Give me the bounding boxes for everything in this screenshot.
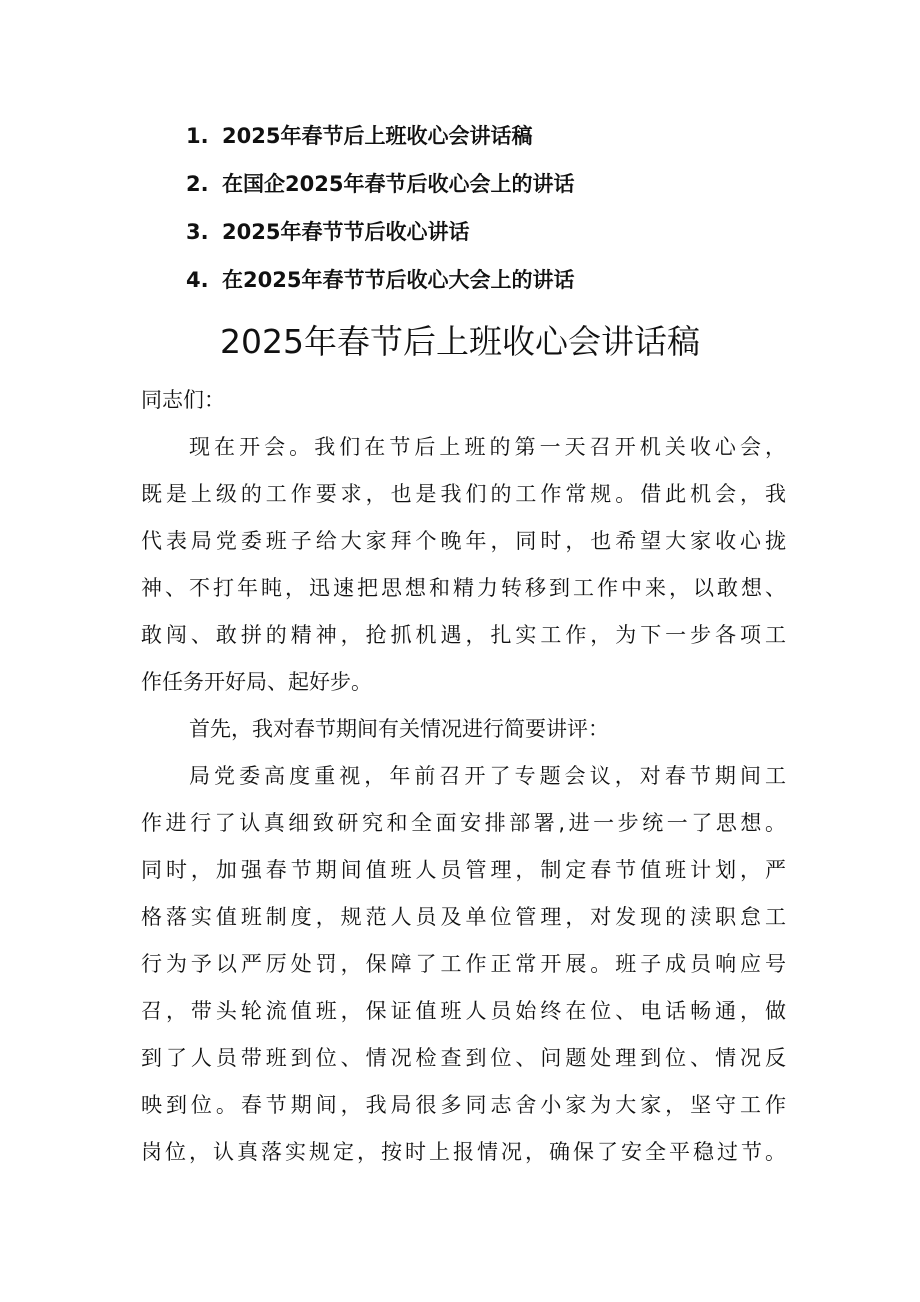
toc-item — [186, 256, 574, 304]
salutation: 同志们： — [141, 388, 225, 412]
text-line: 既是上级的工作要求，也是我们的工作常规。借此机会，我 — [141, 482, 786, 506]
text-line: 格落实值班制度，规范人员及单位管理，对发现的渎职怠工 — [141, 905, 786, 929]
text-line: 作进行了认真细致研究和全面安排部署,进一步统一了思想。 — [141, 811, 786, 835]
document-title: 2025年春节后上班收心会讲话稿 — [220, 322, 700, 361]
text-line: 首先，我对春节期间有关情况进行简要讲评： — [189, 717, 609, 741]
toc-item-text: 2025年春节节后收心讲话 — [222, 220, 470, 244]
toc-item — [186, 160, 574, 208]
text-line: 岗位，认真落实规定，按时上报情况，确保了安全平稳过节。 — [141, 1140, 786, 1164]
toc-item-number: 1. — [186, 124, 209, 148]
toc-item-number: 3. — [186, 220, 209, 244]
text-line: 敢闯、敢拼的精神，抢抓机遇，扎实工作，为下一步各项工 — [141, 623, 786, 647]
toc-item-text: 2025年春节后上班收心会讲话稿 — [222, 124, 533, 148]
text-line: 代表局党委班子给大家拜个晚年，同时，也希望大家收心拢 — [141, 529, 786, 553]
text-line: 到了人员带班到位、情况检查到位、问题处理到位、情况反 — [141, 1046, 786, 1070]
speech-body — [141, 377, 786, 1176]
text-line: 局党委高度重视，年前召开了专题会议，对春节期间工 — [189, 764, 786, 788]
paragraph-review-details — [141, 753, 786, 1176]
text-line: 神、不打年盹，迅速把思想和精力转移到工作中来，以敢想、 — [141, 576, 786, 600]
table-of-contents — [186, 112, 574, 304]
text-line: 作任务开好局、起好步。 — [141, 670, 372, 694]
toc-item — [186, 112, 574, 160]
paragraph-opening — [141, 424, 786, 706]
toc-item — [186, 208, 574, 256]
text-line: 召，带头轮流值班，保证值班人员始终在位、电话畅通，做 — [141, 999, 786, 1023]
text-line: 映到位。春节期间，我局很多同志舍小家为大家，坚守工作 — [141, 1093, 786, 1117]
toc-item-text: 在2025年春节节后收心大会上的讲话 — [222, 268, 575, 292]
paragraph-review-intro — [141, 706, 786, 753]
text-line: 同时，加强春节期间值班人员管理，制定春节值班计划，严 — [141, 858, 786, 882]
toc-item-text: 在国企2025年春节后收心会上的讲话 — [222, 172, 575, 196]
toc-item-number: 4. — [186, 268, 209, 292]
toc-item-number: 2. — [186, 172, 209, 196]
text-line: 现在开会。我们在节后上班的第一天召开机关收心会， — [189, 435, 786, 459]
text-line: 行为予以严厉处罚，保障了工作正常开展。班子成员响应号 — [141, 952, 786, 976]
